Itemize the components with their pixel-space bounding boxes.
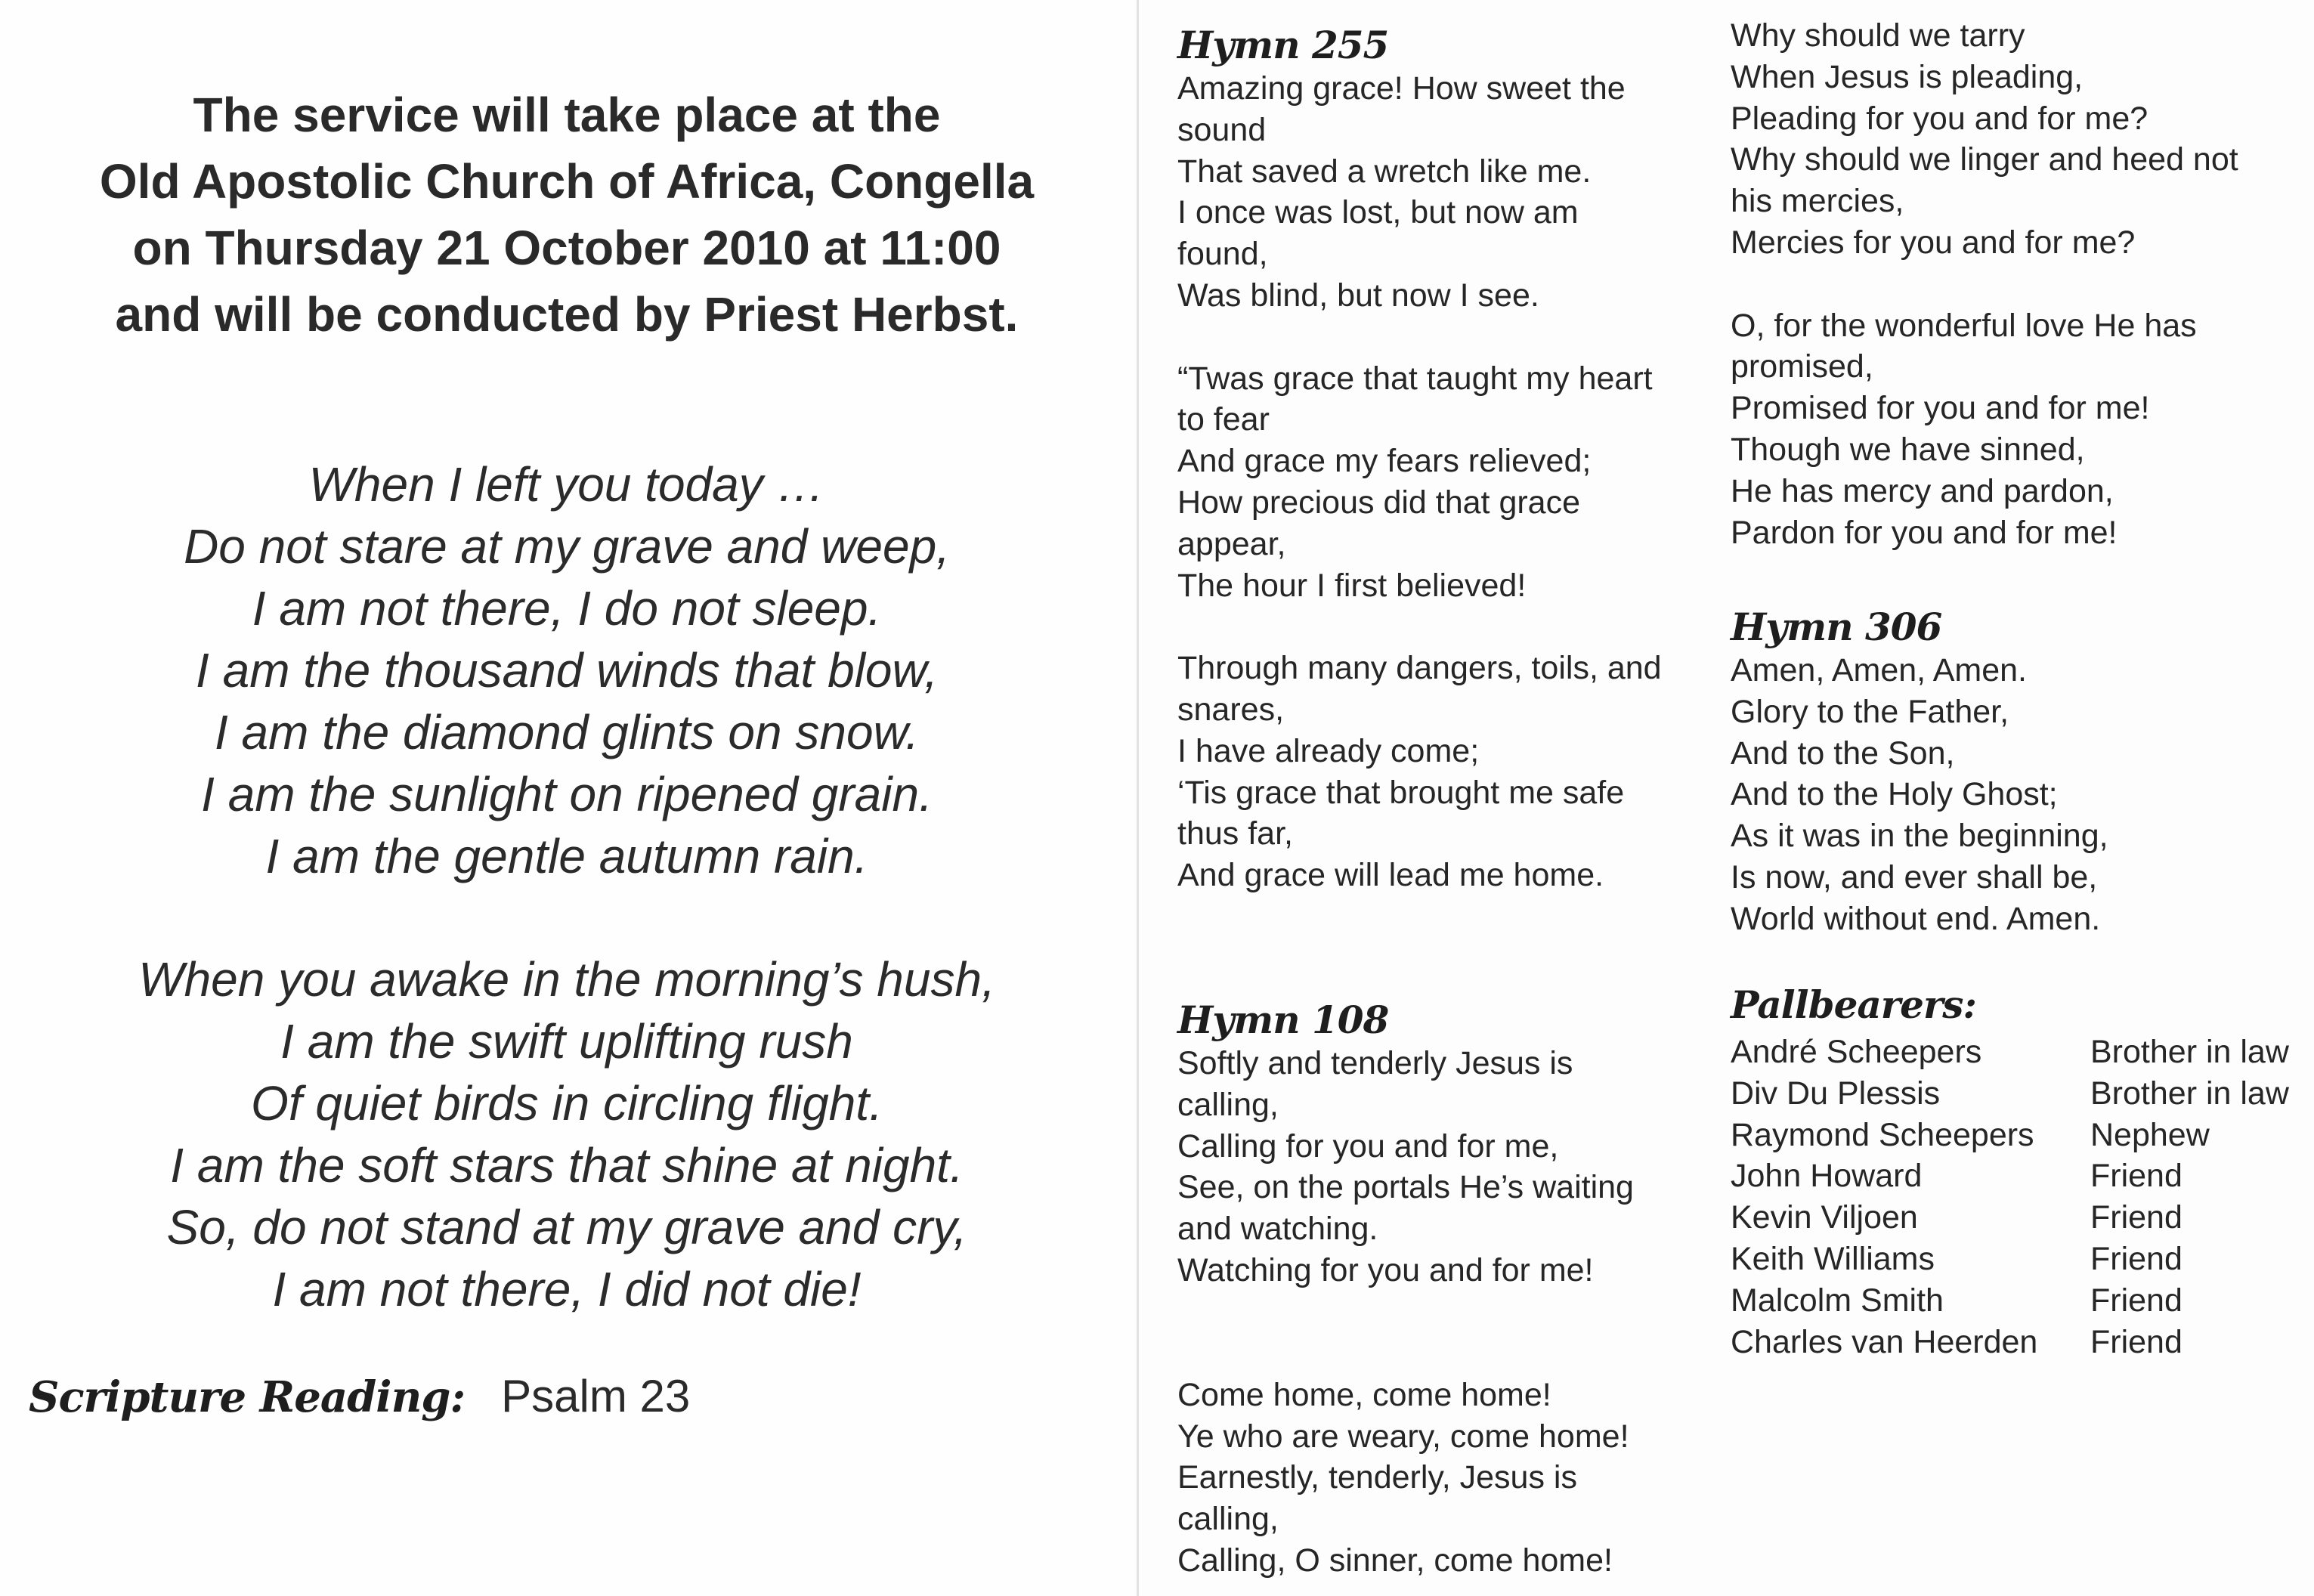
hymn-line: Through many dangers, toils, and [1177, 650, 1662, 687]
hymn-line: Though we have sinned, [1731, 431, 2085, 468]
hymn-line: his mercies, [1731, 183, 1904, 220]
hymn-255 [1177, 23, 1662, 896]
hymn-108-continued [1731, 15, 2238, 553]
pallbearer-name: Div Du Plessis [1731, 1075, 1941, 1112]
hymn-line: found, [1177, 236, 1268, 273]
pallbearer-name: Raymond Scheepers [1731, 1116, 2034, 1153]
hymn-heading: Hymn 108 [1177, 998, 1389, 1042]
hymn-line: Earnestly, tenderly, Jesus is [1177, 1459, 1577, 1496]
hymn-line: Was blind, but now I see. [1177, 277, 1539, 314]
pallbearers-heading: Pallbearers: [1731, 982, 1976, 1027]
hymn-line: appear, [1177, 525, 1286, 562]
hymn-line: Watching for you and for me! [1177, 1251, 1594, 1288]
hymn-line: Come home, come home! [1177, 1376, 1551, 1413]
hymn-line: Promised for you and for me! [1731, 390, 2150, 427]
poem-line: I am the soft stars that shine at night. [170, 1138, 964, 1192]
hymn-306 [1731, 605, 2108, 940]
pallbearer-relation: Nephew [2090, 1116, 2210, 1153]
poem-line: I am the gentle autumn rain. [265, 829, 868, 883]
hymn-line: Calling for you and for me, [1177, 1127, 1559, 1165]
hymn-line: Amazing grace! How sweet the [1177, 70, 1626, 107]
poem-line: I am the thousand winds that blow, [196, 643, 938, 697]
pallbearer-relation: Friend [2090, 1158, 2183, 1195]
pallbearer-relation: Friend [2090, 1199, 2183, 1236]
hymn-line: Pleading for you and for me? [1731, 100, 2148, 137]
service-line: on Thursday 21 October 2010 at 11:00 [132, 221, 1001, 275]
hymn-line: That saved a wretch like me. [1177, 153, 1592, 190]
hymn-line: As it was in the beginning, [1731, 818, 2108, 855]
hymn-line: Glory to the Father, [1731, 693, 2009, 730]
poem-line: I am not there, I do not sleep. [252, 581, 882, 636]
pallbearer-relation: Brother in law [2090, 1075, 2289, 1112]
hymn-line: And grace my fears relieved; [1177, 443, 1592, 480]
service-line: The service will take place at the [193, 88, 941, 142]
hymn-heading: Hymn 255 [1177, 23, 1389, 67]
hymn-line: promised, [1731, 348, 1873, 385]
poem-line: When you awake in the morning’s hush, [138, 952, 995, 1007]
pallbearer-name: John Howard [1731, 1158, 1923, 1195]
pallbearer-relation: Friend [2090, 1282, 2183, 1319]
pallbearer-relation: Friend [2090, 1323, 2183, 1360]
scripture-reading [29, 1366, 690, 1427]
pallbearer-row [1731, 1032, 2289, 1073]
hymn-line: Why should we tarry [1731, 17, 2025, 54]
hymn-line: Why should we linger and heed not [1731, 141, 2238, 178]
hymn-line: How precious did that grace [1177, 484, 1581, 521]
hymn-line: snares, [1177, 691, 1285, 728]
hymn-line: The hour I first believed! [1177, 567, 1527, 604]
poem-stanza-1 [0, 453, 1134, 887]
pallbearer-name: Charles van Heerden [1731, 1323, 2038, 1360]
poem-line: So, do not stand at my grave and cry, [166, 1200, 967, 1254]
hymn-108 [1177, 998, 1634, 1582]
hymn-line: See, on the portals He’s waiting [1177, 1169, 1634, 1206]
pallbearer-row [1731, 1073, 2289, 1115]
hymn-line: sound [1177, 111, 1267, 148]
poem-line: I am the sunlight on ripened grain. [201, 767, 933, 821]
pallbearer-row [1731, 1280, 2289, 1322]
scripture-value: Psalm 23 [501, 1371, 691, 1421]
hymn-line: When Jesus is pleading, [1731, 58, 2084, 95]
hymn-line: O, for the wonderful love He has [1731, 307, 2197, 344]
hymn-line: Is now, and ever shall be, [1731, 858, 2098, 895]
pallbearer-row [1731, 1239, 2289, 1280]
hymn-line: And grace will lead me home. [1177, 857, 1604, 894]
poem-line: I am the diamond glints on snow. [214, 705, 920, 759]
hymn-line: “Twas grace that taught my heart [1177, 360, 1653, 397]
poem-line: When I left you today … [308, 457, 825, 512]
service-line: Old Apostolic Church of Africa, Congella [99, 154, 1035, 209]
hymn-line: Amen, Amen, Amen. [1731, 652, 2027, 688]
hymn-line: thus far, [1177, 815, 1293, 852]
hymn-line: I once was lost, but now am [1177, 194, 1579, 231]
service-line: and will be conducted by Priest Herbst. [115, 287, 1019, 342]
hymn-line: Calling, O sinner, come home! [1177, 1542, 1613, 1579]
poem-line: I am the swift uplifting rush [280, 1014, 853, 1069]
hymn-line: World without end. Amen. [1731, 900, 2101, 937]
poem-line: Do not stare at my grave and weep, [184, 519, 950, 574]
hymn-line: ‘Tis grace that brought me safe [1177, 774, 1625, 811]
hymn-line: Pardon for you and for me! [1731, 514, 2118, 551]
service-details [0, 82, 1134, 348]
pallbearer-row [1731, 1197, 2289, 1239]
pallbearer-name: Malcolm Smith [1731, 1282, 1944, 1319]
hymn-line: And to the Son, [1731, 735, 1955, 772]
pallbearer-relation: Friend [2090, 1240, 2183, 1277]
pallbearer-name: Kevin Viljoen [1731, 1199, 1918, 1236]
hymn-line: Softly and tenderly Jesus is [1177, 1045, 1573, 1081]
hymn-line: Mercies for you and for me? [1731, 224, 2136, 261]
hymn-line: calling, [1177, 1086, 1279, 1123]
hymn-line: And to the Holy Ghost; [1731, 776, 2058, 813]
hymn-line: I have already come; [1177, 732, 1480, 769]
hymn-line: to fear [1177, 401, 1270, 438]
pallbearer-row [1731, 1115, 2289, 1156]
pallbearers-heading-block [1731, 982, 1976, 1028]
pallbearer-relation: Brother in law [2090, 1034, 2289, 1070]
poem-stanza-2 [0, 948, 1134, 1320]
poem-line: I am not there, I did not die! [272, 1262, 862, 1316]
pallbearer-name: André Scheepers [1731, 1034, 1982, 1070]
hymn-line: calling, [1177, 1501, 1279, 1538]
poem-line: Of quiet birds in circling flight. [251, 1076, 883, 1130]
pallbearer-row [1731, 1155, 2289, 1197]
scripture-heading: Scripture Reading: [29, 1372, 466, 1422]
pallbearers-list [1731, 1032, 2289, 1362]
page-fold [1137, 0, 1139, 1596]
hymn-heading: Hymn 306 [1731, 605, 1942, 649]
hymn-line: He has mercy and pardon, [1731, 472, 2114, 509]
hymn-line: Ye who are weary, come home! [1177, 1418, 1629, 1455]
pallbearer-name: Keith Williams [1731, 1240, 1935, 1277]
pallbearer-row [1731, 1322, 2289, 1363]
hymn-line: and watching. [1177, 1211, 1378, 1248]
